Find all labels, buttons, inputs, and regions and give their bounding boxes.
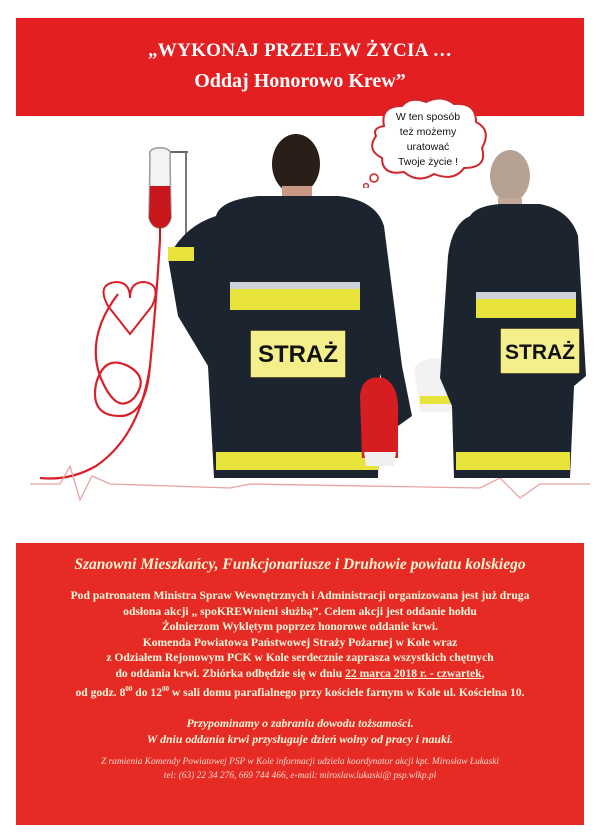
reminder-block (16, 715, 584, 747)
heart-icon (104, 282, 156, 334)
contact-block (16, 755, 584, 783)
time-sup: 00 (125, 684, 133, 693)
reminder-line: Przypominamy o zabraniu dowodu tożsamości. (186, 716, 414, 730)
blood-tube-line (40, 240, 160, 479)
body-line: Komenda Powiatowa Państwowej Straży Pożarnej w Kole wraz (142, 635, 458, 649)
body-line: z Odziałem Rejonowym PCK w Kole serdecznie zaprasza wszystkich chętnych (106, 651, 494, 665)
body-line-time (36, 682, 564, 700)
event-date: 22 marca 2018 r. - czwartek (345, 666, 482, 680)
body-text: od godz. 8 (75, 685, 126, 699)
body-line: Pod patronatem Ministra Spraw Wewnętrznych i Administracji organizowana jest już druga (70, 589, 530, 602)
time-sup: 00 (162, 684, 170, 693)
body-text: w sali domu parafialnego przy kościele farnym w Kole ul. Kościelna 10. (169, 685, 525, 699)
thought-bubble (362, 96, 494, 188)
jacket-label-left: STRAŻ (258, 341, 338, 368)
title-banner (16, 18, 584, 116)
illustration-svg (0, 116, 600, 516)
contact-line: Z ramienia Komendy Powiatowej PSP w Kole informacji udziela koordynator akcji kpt. Mirosław Łukaski (100, 757, 500, 767)
body-text: do 12 (132, 685, 163, 699)
contact-line: tel: (63) 22 34 276, 669 744 466, e-mail: miroslaw.lukaski@ psp.wlkp.pl (163, 771, 437, 781)
bubble-text (376, 110, 480, 170)
blood-bag-icon (149, 148, 171, 240)
body-line: odsłona akcji „ spoKREWnieni służbą”. Celem akcji jest oddanie hołdu (123, 604, 477, 618)
body-text: , (481, 666, 485, 680)
title-line-2: Oddaj Honorowo Krew” (194, 70, 406, 92)
bubble-line: też możemy (399, 126, 457, 138)
greeting-heading: Szanowni Mieszkańcy, Funkcjonariusze i Druhowie powiatu kolskiego (74, 556, 526, 573)
title-line-1: „WYKONAJ PRZELEW ŻYCIA … (147, 40, 453, 61)
body-text: do oddania krwi. Zbiórka odbędzie się w dniu (115, 666, 346, 680)
bubble-line: uratować (406, 141, 450, 153)
firefighters-illustration (0, 116, 600, 516)
body-line-date (36, 666, 564, 682)
reminder-line: W dniu oddania krwi przysługuje dzień wolny od pracy i nauki. (146, 732, 454, 746)
announcement-panel (16, 543, 584, 825)
bubble-line: W ten sposób (395, 111, 461, 123)
announcement-body (36, 588, 564, 700)
firefighter-right (440, 150, 586, 478)
body-line: Żołnierzom Wyklętym poprzez honorowe oddanie krwi. (161, 620, 439, 634)
jacket-label-right: STRAŻ (505, 341, 575, 364)
bubble-line: Twoje życie ! (397, 156, 459, 168)
